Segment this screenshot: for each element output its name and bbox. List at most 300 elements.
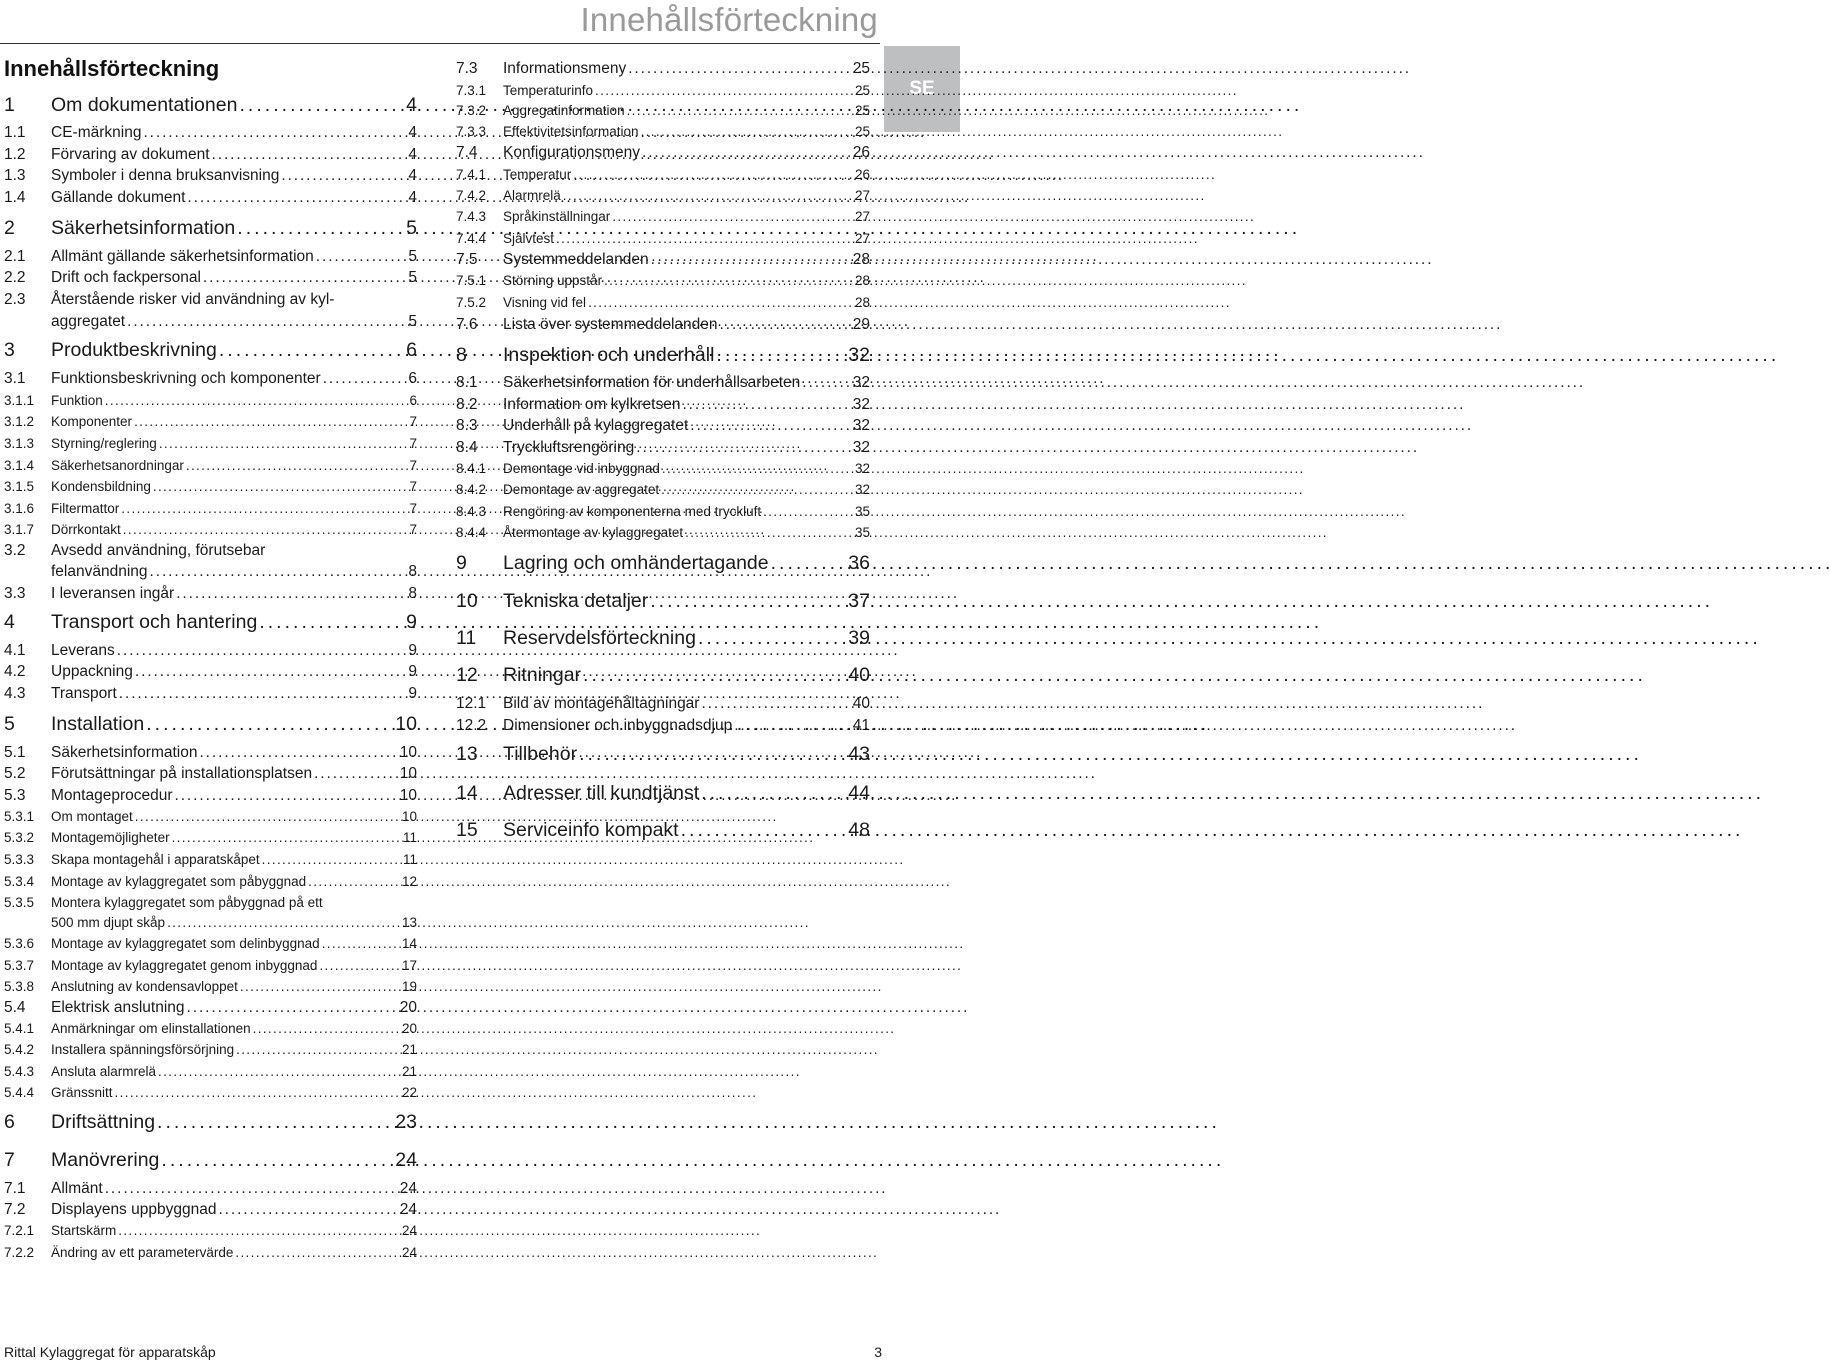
toc-entry-number: 10 xyxy=(456,590,478,612)
toc-entry-title: Temperaturinfo xyxy=(503,83,594,98)
dot-leader xyxy=(158,1063,397,1081)
toc-entry-title: Dörrkontakt xyxy=(51,522,121,537)
dot-leader xyxy=(134,413,397,431)
toc-entry[interactable] xyxy=(4,786,417,806)
toc-entry-number: 3.1 xyxy=(4,370,26,387)
toc-entry[interactable] xyxy=(4,808,417,826)
toc-entry-title: Symboler i denna bruksanvisning xyxy=(51,167,280,184)
toc-entry[interactable] xyxy=(4,369,417,389)
toc-entry-page: 7 xyxy=(409,501,417,516)
toc-entry[interactable] xyxy=(4,641,417,661)
dot-leader xyxy=(701,781,846,805)
dot-leader xyxy=(281,166,397,186)
toc-entry-continuation[interactable] xyxy=(4,562,417,582)
toc-heading: Innehållsförteckning xyxy=(4,56,220,81)
toc-entry[interactable] xyxy=(4,1084,417,1102)
toc-entry[interactable] xyxy=(4,1200,417,1220)
toc-entry[interactable] xyxy=(456,716,870,736)
toc-entry-title: Drift och fackpersonal xyxy=(51,269,201,286)
toc-entry-title: Ändring av ett parametervärde xyxy=(51,1245,234,1260)
footer-product-name: Rittal Kylaggregat för apparatskåp xyxy=(4,1344,216,1360)
toc-entry-title: Störning uppstår xyxy=(503,273,603,288)
toc-entry-number: 7.5.1 xyxy=(456,273,487,288)
dot-leader xyxy=(651,250,850,270)
toc-entry-page: 5 xyxy=(408,269,417,286)
toc-entry[interactable] xyxy=(4,743,417,763)
toc-entry-title: Manövrering xyxy=(51,1149,160,1171)
toc-entry-page: 6 xyxy=(406,339,417,361)
dot-leader xyxy=(187,998,397,1018)
dot-leader xyxy=(123,521,397,539)
toc-entry-number: 3.3 xyxy=(4,585,26,602)
toc-entry-title: Serviceinfo kompakt xyxy=(503,819,679,841)
dot-leader xyxy=(734,716,850,736)
toc-entry[interactable] xyxy=(4,93,417,117)
dot-leader xyxy=(150,562,397,582)
toc-entry-page: 27 xyxy=(854,209,870,224)
toc-entry[interactable] xyxy=(4,584,417,604)
toc-entry[interactable] xyxy=(456,395,870,415)
footer-page-number: 3 xyxy=(874,1344,882,1360)
toc-entry-number: 6 xyxy=(4,1111,15,1133)
dot-leader xyxy=(167,914,397,932)
toc-entry-title: Transport och hantering xyxy=(51,611,258,633)
toc-entry-number: 7.4.3 xyxy=(456,209,487,224)
toc-entry[interactable] xyxy=(456,166,870,184)
toc-entry-page: 25 xyxy=(854,83,870,98)
toc-entry-page: 32 xyxy=(852,439,870,456)
toc-entry[interactable] xyxy=(456,82,870,100)
dot-leader xyxy=(690,416,850,436)
toc-entry[interactable] xyxy=(456,626,870,650)
toc-entry-page: 25 xyxy=(854,103,870,118)
toc-entry[interactable] xyxy=(4,610,417,634)
toc-entry-page: 28 xyxy=(854,273,870,288)
toc-entry-page: 24 xyxy=(401,1245,417,1260)
toc-entry[interactable] xyxy=(456,343,870,367)
toc-entry[interactable] xyxy=(456,663,870,687)
toc-entry-page: 6 xyxy=(408,370,417,387)
toc-entry-title: Temperatur xyxy=(503,167,572,182)
dot-leader xyxy=(212,145,397,165)
toc-entry-number: 5.4.1 xyxy=(4,1021,35,1036)
dot-leader xyxy=(237,216,397,240)
toc-entry-page: 9 xyxy=(406,611,417,633)
toc-entry-number: 5.3.3 xyxy=(4,852,35,867)
toc-entry-page: 24 xyxy=(395,1149,417,1171)
dot-leader xyxy=(636,438,850,458)
toc-entry-page: 4 xyxy=(408,189,417,206)
toc-entry-number: 13 xyxy=(456,743,478,765)
toc-entry[interactable] xyxy=(4,188,417,208)
toc-entry[interactable] xyxy=(4,935,417,953)
toc-entry[interactable] xyxy=(4,521,417,539)
toc-entry[interactable] xyxy=(4,873,417,891)
toc-entry[interactable] xyxy=(4,435,417,453)
toc-entry-title: Säkerhetsinformation xyxy=(51,744,198,761)
dot-leader xyxy=(314,764,397,784)
toc-entry-number: 5.2 xyxy=(4,765,26,782)
toc-entry-page: 25 xyxy=(852,60,870,77)
toc-entry-number: 14 xyxy=(456,782,478,804)
toc-entry-page: 11 xyxy=(402,852,417,867)
toc-entry-page: 27 xyxy=(854,231,870,246)
toc-entry-page: 48 xyxy=(848,819,870,841)
toc-entry-title: Produktbeskrivning xyxy=(51,339,217,361)
toc-entry-page: 8 xyxy=(408,563,417,580)
toc-entry-title: Aggregatinformation xyxy=(503,103,625,118)
toc-entry-page: 7 xyxy=(409,458,417,473)
toc-entry-title: Installation xyxy=(51,713,145,735)
toc-entry-page: 14 xyxy=(401,936,417,951)
toc-entry-number: 5.4.2 xyxy=(4,1042,35,1057)
toc-entry-continuation[interactable] xyxy=(4,312,417,332)
toc-entry-title-continued: felanvändning xyxy=(51,563,148,580)
toc-entry-page: 28 xyxy=(852,251,870,268)
toc-entry-title: Dimensioner och inbyggnadsdjup xyxy=(503,717,733,734)
toc-entry-number: 5.3 xyxy=(4,787,26,804)
dot-leader xyxy=(240,978,397,996)
dot-leader xyxy=(236,1041,397,1059)
toc-entry[interactable] xyxy=(4,413,417,431)
dot-leader xyxy=(681,818,847,842)
toc-entry[interactable] xyxy=(456,373,870,393)
dot-leader xyxy=(771,551,847,575)
dot-leader xyxy=(115,1084,397,1102)
toc-entry-page: 37 xyxy=(848,590,870,612)
toc-entry-number: 8.4.1 xyxy=(456,461,487,476)
toc-entry-number: 5.3.2 xyxy=(4,830,35,845)
toc-entry[interactable] xyxy=(456,551,870,575)
toc-entry-number: 4.2 xyxy=(4,663,26,680)
toc-entry[interactable] xyxy=(456,187,870,205)
dot-leader xyxy=(157,1110,393,1134)
toc-entry-title: Alarmrelä xyxy=(503,188,561,203)
dot-leader xyxy=(583,663,846,687)
toc-entry-page: 35 xyxy=(854,525,870,540)
toc-entry-page: 4 xyxy=(406,94,417,116)
toc-entry-page: 24 xyxy=(399,1201,417,1218)
toc-entry-page: 9 xyxy=(408,663,417,680)
toc-entry-number: 3.1.3 xyxy=(4,436,35,451)
toc-entry-page: 8 xyxy=(408,585,417,602)
dot-leader xyxy=(563,187,850,205)
toc-entry[interactable] xyxy=(4,978,417,996)
toc-entry-title: Förutsättningar på installationsplatsen xyxy=(51,765,313,782)
toc-entry[interactable] xyxy=(4,145,417,165)
toc-entry-page: 41 xyxy=(852,717,870,734)
toc-entry-page: 20 xyxy=(401,1021,417,1036)
toc-entry-title: Filtermattor xyxy=(51,501,120,516)
dot-leader xyxy=(556,230,850,248)
toc-entry[interactable] xyxy=(4,392,417,410)
toc-entry[interactable] xyxy=(4,166,417,186)
dot-leader xyxy=(135,662,397,682)
toc-entry[interactable] xyxy=(4,1244,417,1262)
dot-leader xyxy=(763,503,850,521)
toc-entry-title: Leverans xyxy=(51,642,115,659)
toc-entry-title: Återmontage av kylaggregatet xyxy=(503,525,684,540)
toc-entry-title: Allmänt gällande säkerhetsinformation xyxy=(51,248,314,265)
toc-entry-number: 8.4.2 xyxy=(456,482,487,497)
toc-entry-number: 8.1 xyxy=(456,374,478,391)
toc-entry-number: 5.3.4 xyxy=(4,874,35,889)
toc-entry[interactable] xyxy=(4,541,417,561)
toc-entry-title: Montageprocedur xyxy=(51,787,173,804)
toc-entry[interactable] xyxy=(456,208,870,226)
toc-entry[interactable] xyxy=(4,268,417,288)
toc-entry-number: 1.4 xyxy=(4,189,26,206)
toc-entry-number: 4.1 xyxy=(4,642,26,659)
toc-entry[interactable] xyxy=(4,478,417,496)
toc-entry-title: Gränssnitt xyxy=(51,1085,113,1100)
toc-entry-page: 9 xyxy=(408,642,417,659)
toc-entry-title: Underhåll på kylaggregatet xyxy=(503,417,689,434)
toc-entry-title: Säkerhetsinformation xyxy=(51,217,236,239)
dot-leader xyxy=(685,524,850,542)
toc-entry[interactable] xyxy=(456,315,870,335)
toc-entry-number: 2 xyxy=(4,217,15,239)
toc-entry-title: Om montaget xyxy=(51,809,133,824)
toc-entry[interactable] xyxy=(4,247,417,267)
dot-leader xyxy=(176,584,397,604)
toc-entry-page: 43 xyxy=(848,743,870,765)
dot-leader xyxy=(187,188,397,208)
toc-entry-page: 10 xyxy=(399,765,417,782)
toc-entry[interactable] xyxy=(4,1179,417,1199)
toc-entry[interactable] xyxy=(456,503,870,521)
toc-entry-page: 21 xyxy=(401,1064,417,1079)
dot-leader xyxy=(127,312,397,332)
toc-entry-number: 15 xyxy=(456,819,478,841)
dot-leader xyxy=(235,1244,397,1262)
dot-leader xyxy=(716,343,846,367)
toc-entry-number: 5.3.1 xyxy=(4,809,35,824)
toc-entry[interactable] xyxy=(4,500,417,518)
toc-entry-title: Självtest xyxy=(503,231,555,246)
toc-entry[interactable] xyxy=(4,764,417,784)
toc-entry-title: Tillbehör xyxy=(503,743,578,765)
toc-entry-page: 26 xyxy=(854,167,870,182)
toc-entry-page: 39 xyxy=(848,627,870,649)
toc-entry[interactable] xyxy=(4,290,417,310)
toc-entry[interactable] xyxy=(456,102,870,120)
toc-entry[interactable] xyxy=(4,957,417,975)
toc-entry-number: 7.6 xyxy=(456,316,478,333)
toc-entry-page: 10 xyxy=(399,744,417,761)
toc-entry-title: CE-märkning xyxy=(51,124,142,141)
toc-entry-number: 7.4.2 xyxy=(456,188,487,203)
toc-entry-page: 10 xyxy=(401,809,417,824)
toc-entry-page: 25 xyxy=(854,124,870,139)
toc-entry-number: 3.2 xyxy=(4,542,26,559)
toc-entry[interactable] xyxy=(4,338,417,362)
toc-entry[interactable] xyxy=(456,781,870,805)
toc-entry-title: Montage av kylaggregatet som delinbyggnad xyxy=(51,936,320,951)
toc-entry-page: 29 xyxy=(852,316,870,333)
toc-entry-title: Montage av kylaggregatet som påbyggnad xyxy=(51,874,307,889)
toc-entry-page: 32 xyxy=(854,461,870,476)
dot-leader xyxy=(720,315,850,335)
dot-leader xyxy=(199,743,397,763)
toc-entry-title: Installera spänningsförsörjning xyxy=(51,1042,235,1057)
toc-entry[interactable] xyxy=(4,1041,417,1059)
toc-entry[interactable] xyxy=(456,143,870,163)
toc-entry-title: Montera kylaggregatet som påbyggnad på ett xyxy=(51,895,323,910)
toc-entry-page: 12 xyxy=(401,874,417,889)
dot-leader xyxy=(698,626,846,650)
dot-leader xyxy=(319,957,397,975)
dot-leader xyxy=(579,742,846,766)
toc-entry-number: 3.1.2 xyxy=(4,414,35,429)
toc-entry[interactable] xyxy=(4,1020,417,1038)
dot-leader xyxy=(627,102,850,120)
toc-entry-number: 8.4.4 xyxy=(456,525,487,540)
toc-entry-continuation[interactable] xyxy=(4,914,417,932)
toc-entry-number: 7.3.2 xyxy=(456,103,487,118)
toc-entry[interactable] xyxy=(4,829,417,847)
toc-entry-number: 11 xyxy=(456,627,477,649)
toc-entry[interactable] xyxy=(4,894,417,912)
toc-entry[interactable] xyxy=(4,662,417,682)
toc-entry-title: Bild av montagehåltagningar xyxy=(503,695,700,712)
toc-entry[interactable] xyxy=(456,416,870,436)
toc-entry[interactable] xyxy=(456,589,870,613)
toc-entry[interactable] xyxy=(456,438,870,458)
toc-entry[interactable] xyxy=(4,1110,417,1134)
toc-entry-page: 21 xyxy=(401,1042,417,1057)
toc-entry-title: Funktionsbeskrivning och komponenter xyxy=(51,370,321,387)
toc-entry[interactable] xyxy=(4,1063,417,1081)
toc-entry-number: 7.4.4 xyxy=(456,231,487,246)
toc-entry-page: 5 xyxy=(408,248,417,265)
toc-entry-title: Montagemöjligheter xyxy=(51,830,170,845)
dot-leader xyxy=(682,395,850,415)
dot-leader xyxy=(135,808,397,826)
dot-leader xyxy=(105,392,397,410)
toc-entry-page: 7 xyxy=(409,522,417,537)
toc-entry-number: 9 xyxy=(456,552,467,574)
toc-entry-page: 22 xyxy=(401,1085,417,1100)
toc-entry-page: 32 xyxy=(854,482,870,497)
toc-entry-number: 4 xyxy=(4,611,15,633)
toc-entry-number: 12 xyxy=(456,664,478,686)
dot-leader xyxy=(186,457,397,475)
toc-entry[interactable] xyxy=(456,250,870,270)
toc-entry-number: 3.1.4 xyxy=(4,458,35,473)
toc-entry-page: 9 xyxy=(408,685,417,702)
toc-entry-page: 32 xyxy=(852,374,870,391)
toc-entry-title: Gällande dokument xyxy=(51,189,186,206)
toc-entry-number: 3.1.7 xyxy=(4,522,35,537)
toc-entry-number: 7.4 xyxy=(456,144,478,161)
toc-entry[interactable] xyxy=(456,272,870,290)
toc-entry-number: 12.1 xyxy=(456,695,487,712)
toc-entry[interactable] xyxy=(4,684,417,704)
toc-entry[interactable] xyxy=(456,818,870,842)
dot-leader xyxy=(604,272,850,290)
dot-leader xyxy=(262,851,397,869)
dot-leader xyxy=(642,143,850,163)
toc-entry[interactable] xyxy=(4,216,417,240)
toc-entry-number: 5.4.3 xyxy=(4,1064,35,1079)
toc-entry-number: 8.4.3 xyxy=(456,504,487,519)
toc-entry-page: 10 xyxy=(395,713,417,735)
toc-entry-title: Funktion xyxy=(51,393,103,408)
dot-leader xyxy=(588,294,850,312)
toc-entry-page: 35 xyxy=(854,504,870,519)
toc-entry[interactable] xyxy=(4,1148,417,1172)
toc-entry[interactable] xyxy=(4,123,417,143)
toc-entry-number: 8.4 xyxy=(456,439,478,456)
toc-entry-number: 12.2 xyxy=(456,717,487,734)
toc-entry[interactable] xyxy=(456,460,870,478)
dot-leader xyxy=(203,268,397,288)
toc-entry[interactable] xyxy=(456,742,870,766)
toc-entry-number: 8 xyxy=(456,344,467,366)
toc-entry[interactable] xyxy=(456,123,870,141)
dot-leader xyxy=(641,123,850,141)
toc-entry-page: 32 xyxy=(852,396,870,413)
toc-entry[interactable] xyxy=(4,712,417,736)
toc-entry[interactable] xyxy=(456,694,870,714)
dot-leader xyxy=(612,208,850,226)
toc-entry-page: 17 xyxy=(401,958,417,973)
toc-entry-number: 2.2 xyxy=(4,269,26,286)
toc-entry-title: Anslutning av kondensavloppet xyxy=(51,979,238,994)
toc-entry[interactable] xyxy=(4,851,417,869)
toc-entry-number: 3.1.6 xyxy=(4,501,35,516)
toc-entry[interactable] xyxy=(4,457,417,475)
toc-entry-title: Konfigurationsmeny xyxy=(503,144,640,161)
toc-entry-number: 5.3.5 xyxy=(4,895,35,910)
toc-entry-title: Startskärm xyxy=(51,1223,117,1238)
toc-entry[interactable] xyxy=(4,998,417,1018)
toc-entry-page: 32 xyxy=(852,417,870,434)
toc-entry-number: 7.4.1 xyxy=(456,167,487,182)
toc-entry-number: 7.3.1 xyxy=(456,83,487,98)
toc-entry-number: 5.3.8 xyxy=(4,979,35,994)
toc-entry-title: Lista över systemmeddelanden xyxy=(503,316,718,333)
toc-entry-title: Ritningar xyxy=(503,664,582,686)
toc-entry-number: 1.3 xyxy=(4,167,26,184)
toc-entry-page: 24 xyxy=(399,1180,417,1197)
dot-leader xyxy=(219,338,397,362)
toc-entry-title: Språkinställningar xyxy=(503,209,611,224)
toc-entry[interactable] xyxy=(456,481,870,499)
toc-entry-title: Tekniska detaljer xyxy=(503,590,649,612)
dot-leader xyxy=(172,829,397,847)
toc-entry[interactable] xyxy=(456,524,870,542)
toc-entry-number: 8.2 xyxy=(456,396,478,413)
toc-entry-title: Säkerhetsanordningar xyxy=(51,458,184,473)
toc-entry[interactable] xyxy=(456,294,870,312)
toc-entry-number: 5.4 xyxy=(4,999,26,1016)
page-header-title: Innehållsförteckning xyxy=(580,1,878,38)
toc-entry-page: 32 xyxy=(848,344,870,366)
toc-entry-number: 7.3 xyxy=(456,60,478,77)
dot-leader xyxy=(662,460,850,478)
toc-entry-title: Informationsmeny xyxy=(503,60,627,77)
toc-entry[interactable] xyxy=(4,1222,417,1240)
dot-leader xyxy=(121,500,397,518)
toc-entry[interactable] xyxy=(456,230,870,248)
dot-leader xyxy=(118,1222,397,1240)
toc-entry-page: 23 xyxy=(395,1111,417,1133)
toc-entry-page: 4 xyxy=(408,167,417,184)
toc-entry[interactable] xyxy=(456,59,870,79)
toc-entry-number: 7.2 xyxy=(4,1201,26,1218)
